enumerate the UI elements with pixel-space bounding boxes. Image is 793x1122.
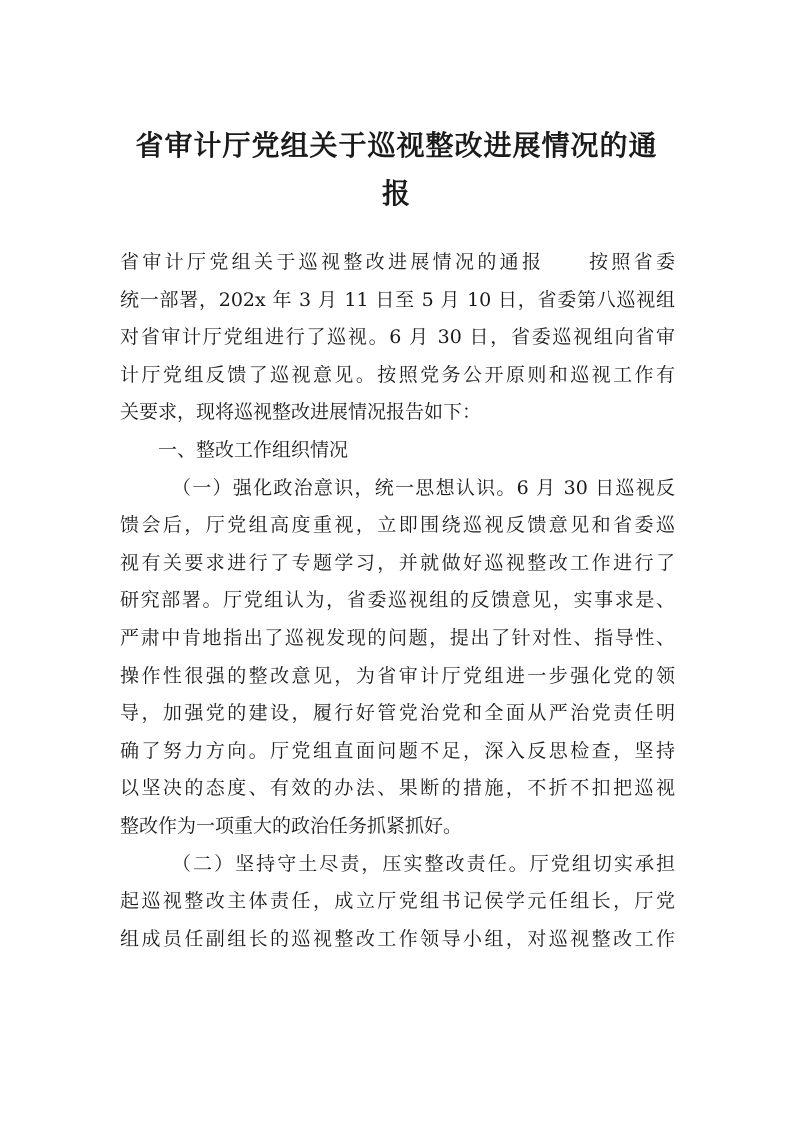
text-line: 以坚决的态度、有效的办法、果断的措施，不折不扣把巡视 [120,777,675,800]
document-title-line-1: 省审计厅党组关于巡视整改进展情况的通 [135,129,658,162]
text-line: 省审计厅党组关于巡视整改进展情况的通报 按照省委 [120,251,675,273]
paragraph-intro [120,244,675,432]
paragraph-political-awareness [120,470,675,846]
text-line: 关要求，现将巡视整改进展情况报告如下： [120,401,482,424]
document-body [120,244,675,958]
text-line: 研究部署。厅党组认为，省委巡视组的反馈意见，实事求是、 [120,589,675,612]
text-line: 视有关要求进行了专题学习，并就做好巡视整改工作进行了 [120,551,675,574]
text-line: 一、整改工作组织情况 [158,438,349,461]
text-line: 严肃中肯地指出了巡视发现的问题，提出了针对性、指导性、 [120,626,675,649]
paragraph-responsibility [120,846,675,959]
text-line: 馈会后，厅党组高度重视，立即围绕巡视反馈意见和省委巡 [120,514,675,537]
document-title-line-2: 报 [381,177,411,210]
text-line: 对省审计厅党组进行了巡视。6 月 30 日，省委巡视组向省审 [120,326,675,349]
text-line: （一）强化政治意识，统一思想认识。6 月 30 日巡视反 [172,476,675,499]
text-line: 统一部署，202x 年 3 月 11 日至 5 月 10 日，省委第八巡视组 [120,288,675,311]
text-line: 整改作为一项重大的政治任务抓紧抓好。 [120,814,463,837]
text-line: 确了努力方向。厅党组直面问题不足，深入反思检查，坚持 [120,739,675,762]
text-line: 操作性很强的整改意见，为省审计厅党组进一步强化党的领 [120,664,675,687]
section-heading [120,432,675,470]
text-line: 起巡视整改主体责任，成立厅党组书记侯学元任组长，厅党 [120,890,675,913]
text-line: 导，加强党的建设，履行好管党治党和全面从严治党责任明 [120,702,675,725]
text-line: 计厅党组反馈了巡视意见。按照党务公开原则和巡视工作有 [120,363,675,386]
text-line: 组成员任副组长的巡视整改工作领导小组，对巡视整改工作 [120,927,675,950]
text-line: （二）坚持守土尽责，压实整改责任。厅党组切实承担 [172,852,675,875]
